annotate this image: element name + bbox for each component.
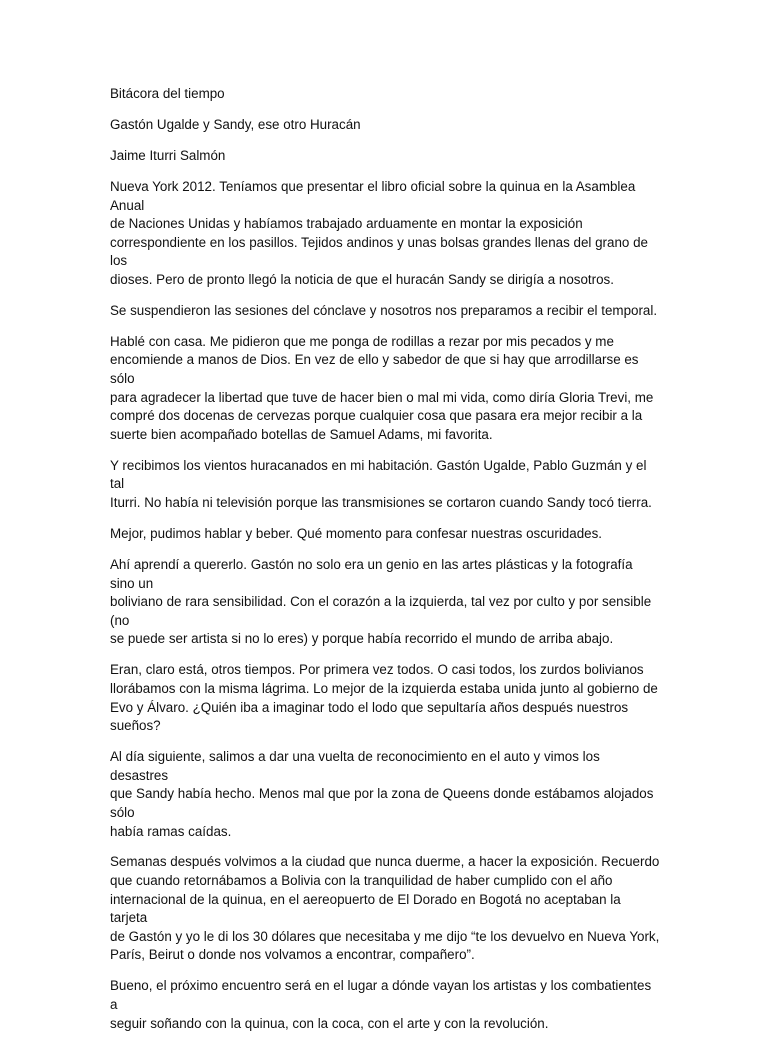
paragraph: Al día siguiente, salimos a dar una vuelta de reconocimiento en el auto y vimos los desastres que Sandy había hecho. Menos mal que por la zona de Queens donde estábamos alojados sólo había ramas caídas. bbox=[110, 749, 654, 839]
paragraph: Nueva York 2012. Teníamos que presentar el libro oficial sobre la quinua en la Asamblea Anual de Naciones Unidas y habíamos trabajado arduamente en montar la exposición correspondiente en los pasillos. Tejidos andinos y unas bolsas grandes llenas del grano de los dioses. Pero de pronto llegó la noticia de que el huracán Sandy se dirigía a nosotros. bbox=[110, 178, 648, 287]
paragraph: Semanas después volvimos a la ciudad que nunca duerme, a hacer la exposición. Recuerdo que cuando retornábamos a Bolivia con la tranquilidad de haber cumplido con el año internacional de la quinua, en el aereopuerto de El Dorado en Bogotá no aceptaban la tarjeta de Gastón y yo le di los 30 dólares que necesitaba y me dijo “te los devuelvo en Nueva York, París, Beirut o donde nos volvamos a encontrar, compañero”. bbox=[110, 854, 660, 963]
paragraph: Mejor, pudimos hablar y beber. Qué momento para confesar nuestras oscuridades. bbox=[110, 526, 603, 542]
paragraph: Y recibimos los vientos huracanados en mi habitación. Gastón Ugalde, Pablo Guzmán y el tal Iturri. No había ni televisión porque las transmisiones se cortaron cuando Sandy tocó tierra. bbox=[110, 457, 652, 511]
paragraph: Bueno, el próximo encuentro será en el lugar a dónde vayan los artistas y los combatientes a seguir soñando con la quinua, con la coca, con el arte y con la revolución. bbox=[110, 978, 652, 1031]
paragraph: Ahí aprendí a quererlo. Gastón no solo era un genio en las artes plásticas y la fotografía sino un boliviano de rara sensibilidad. Con el corazón a la izquierda, tal vez por culto y por sensible (no se puede ser artista si no lo eres) y porque había recorrido el mundo de arriba abajo. bbox=[110, 557, 652, 647]
document-page bbox=[110, 85, 660, 1046]
paragraph: Se suspendieron las sesiones del cónclave y nosotros nos preparamos a recibir el temporal. bbox=[110, 302, 658, 318]
paragraph: Hablé con casa. Me pidieron que me ponga de rodillas a rezar por mis pecados y me encomiende a manos de Dios. En vez de ello y sabedor de que si hay que arrodillarse es sólo para agradecer la libertad que tuve de hacer bien o mal mi vida, como diría Gloria Trevi, me compré dos docenas de cervezas porque cualquier cosa que pasara era mejor recibir a la suerte bien acompañado botellas de Samuel Adams, mi favorita. bbox=[110, 333, 654, 442]
document-title: Gastón Ugalde y Sandy, ese otro Huracán bbox=[110, 116, 361, 132]
paragraph: Eran, claro está, otros tiempos. Por primera vez todos. O casi todos, los zurdos bolivianos llorábamos con la misma lágrima. Lo mejor de la izquierda estaba unida junto al gobierno de Evo y Álvaro. ¿Quién iba a imaginar todo el lodo que sepultaría años después nuestros sueños? bbox=[110, 662, 658, 734]
document-author: Jaime Iturri Salmón bbox=[110, 147, 226, 163]
document-header: Bitácora del tiempo bbox=[110, 86, 225, 101]
